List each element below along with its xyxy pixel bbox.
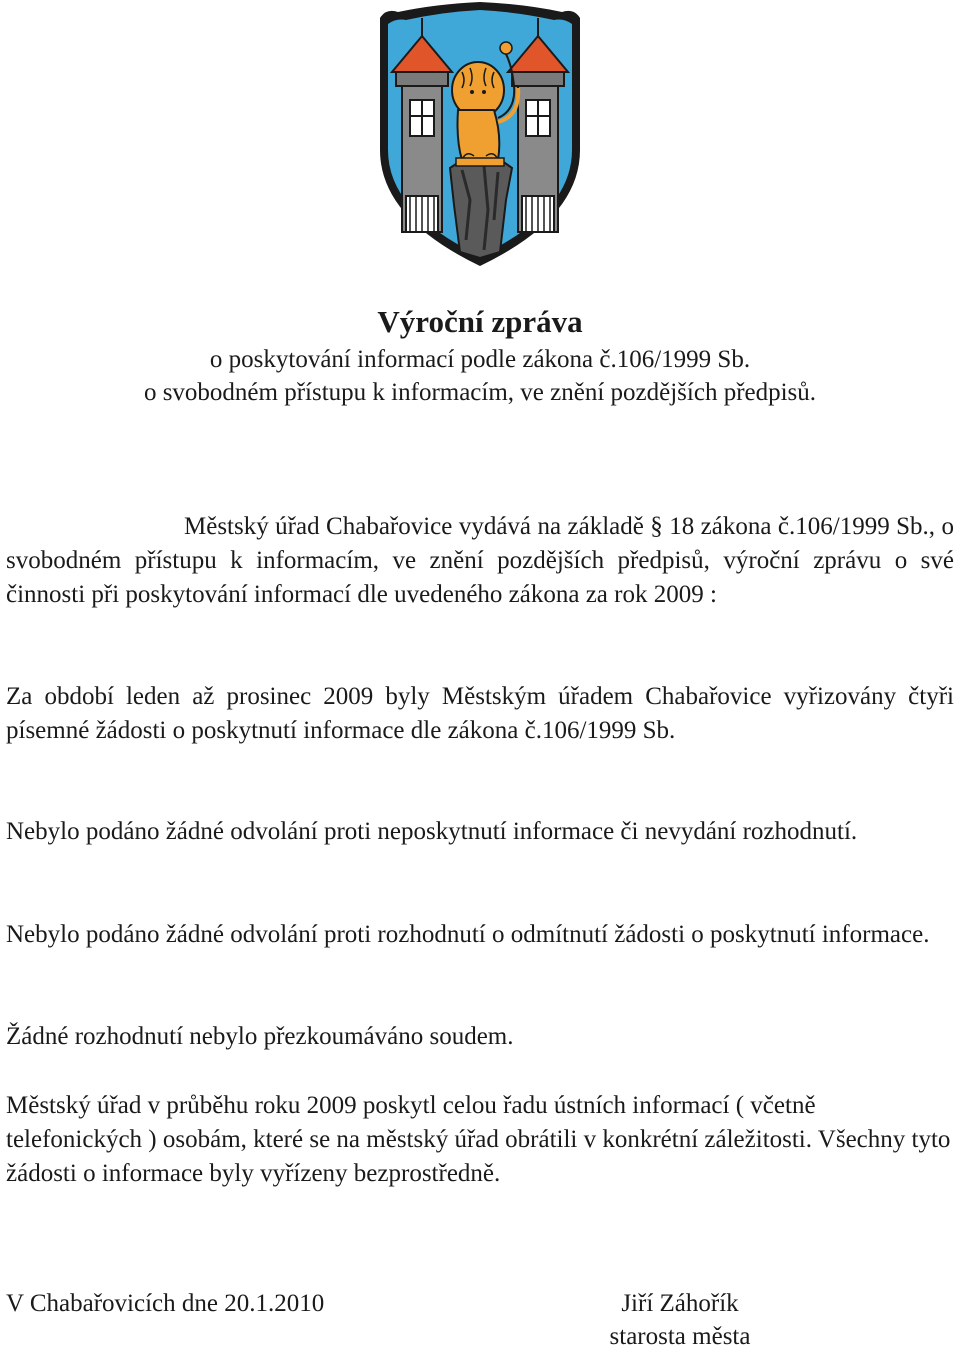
court-review-paragraph: Žádné rozhodnutí nebylo přezkoumáváno soudem. [6, 1023, 514, 1050]
report-title: Výroční zpráva [377, 304, 583, 339]
appeals-rejection-paragraph: Nebylo podáno žádné odvolání proti rozhodnutí o odmítnutí žádosti o poskytnutí informace. [6, 921, 930, 948]
oral-info-paragraph: Městský úřad v průběhu roku 2009 poskytl celou řadu ústních informací ( včetně telefonických ) osobám, které se na městský úřad obrátili v konkrétní záležitosti. Všechny tyto žádosti o informace byly vyřízeny bezprostředně. [6, 1092, 951, 1187]
report-subtitle-line1: o poskytování informací podle zákona č.106/1999 Sb. [209, 346, 751, 373]
signer-role: starosta města [609, 1323, 751, 1350]
intro-paragraph: Městský úřad Chabařovice vydává na základě § 18 zákona č.106/1999 Sb., o svobodném přístupu k informacím, ve znění pozdějších předpisů, výroční zprávu o své činnosti při poskytování informací dle uvedeného zákona za rok 2009 : [6, 513, 954, 608]
coat-of-arms-emblem [366, 0, 594, 270]
place-date: V Chabařovicích dne 20.1.2010 [6, 1290, 325, 1317]
requests-paragraph: Za období leden až prosinec 2009 byly Městským úřadem Chabařovice vyřizovány čtyři písemné žádosti o poskytnutí informace dle zákona č.106/1999 Sb. [6, 683, 954, 744]
appeals-nondisclosure-paragraph: Nebylo podáno žádné odvolání proti neposkytnutí informace či nevydání rozhodnutí. [6, 818, 858, 845]
report-subtitle-line2: o svobodném přístupu k informacím, ve znění pozdějších předpisů. [143, 379, 817, 406]
signer-name: Jiří Záhořík [621, 1290, 739, 1317]
